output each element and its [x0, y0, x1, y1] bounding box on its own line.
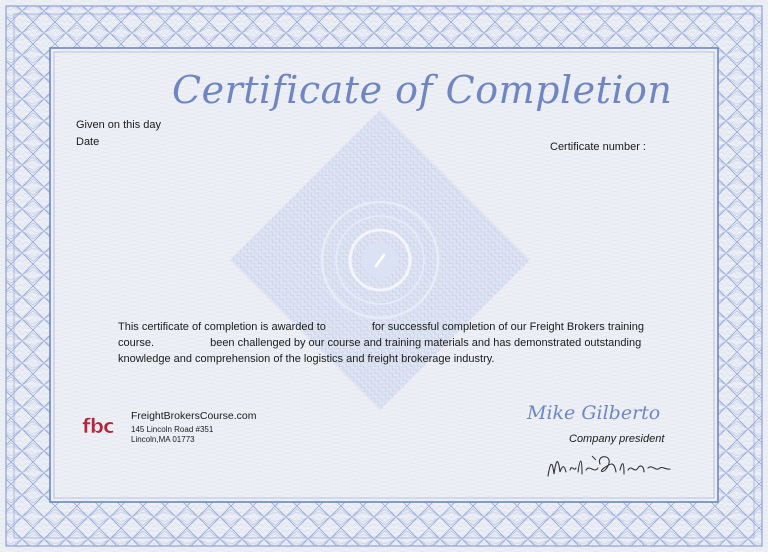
- signatory-name: Mike Gilberto: [527, 402, 661, 424]
- company-address-line2: Lincoln,MA 01773: [131, 435, 195, 444]
- body-line-2-start: course.: [118, 337, 155, 349]
- signatory-role: Company president: [569, 433, 665, 445]
- date-label: Date: [76, 136, 100, 148]
- body-line-1: [118, 319, 658, 335]
- body-line-1-start: This certificate of completion is awarded to: [118, 321, 326, 333]
- given-label: Given on this day: [76, 119, 161, 131]
- fbc-logo: [80, 412, 124, 438]
- certificate-title: Certificate of Completion: [172, 68, 673, 112]
- svg-text:fbc: fbc: [82, 414, 114, 438]
- company-website: FreightBrokersCourse.com: [131, 410, 257, 422]
- certificate-body: [118, 319, 658, 367]
- company-address-line1: 145 Lincoln Road #351: [131, 425, 214, 434]
- body-line-2-end: been challenged by our course and training materials and has demonstrated outstanding: [210, 337, 642, 349]
- certificate-number-label: Certificate number :: [550, 141, 646, 153]
- handwritten-signature: [544, 450, 674, 480]
- body-line-1-end: for successful completion of our Freight Brokers training: [371, 321, 644, 333]
- body-line-3: knowledge and comprehension of the logistics and freight brokerage industry.: [118, 353, 495, 365]
- body-line-2: [118, 335, 658, 351]
